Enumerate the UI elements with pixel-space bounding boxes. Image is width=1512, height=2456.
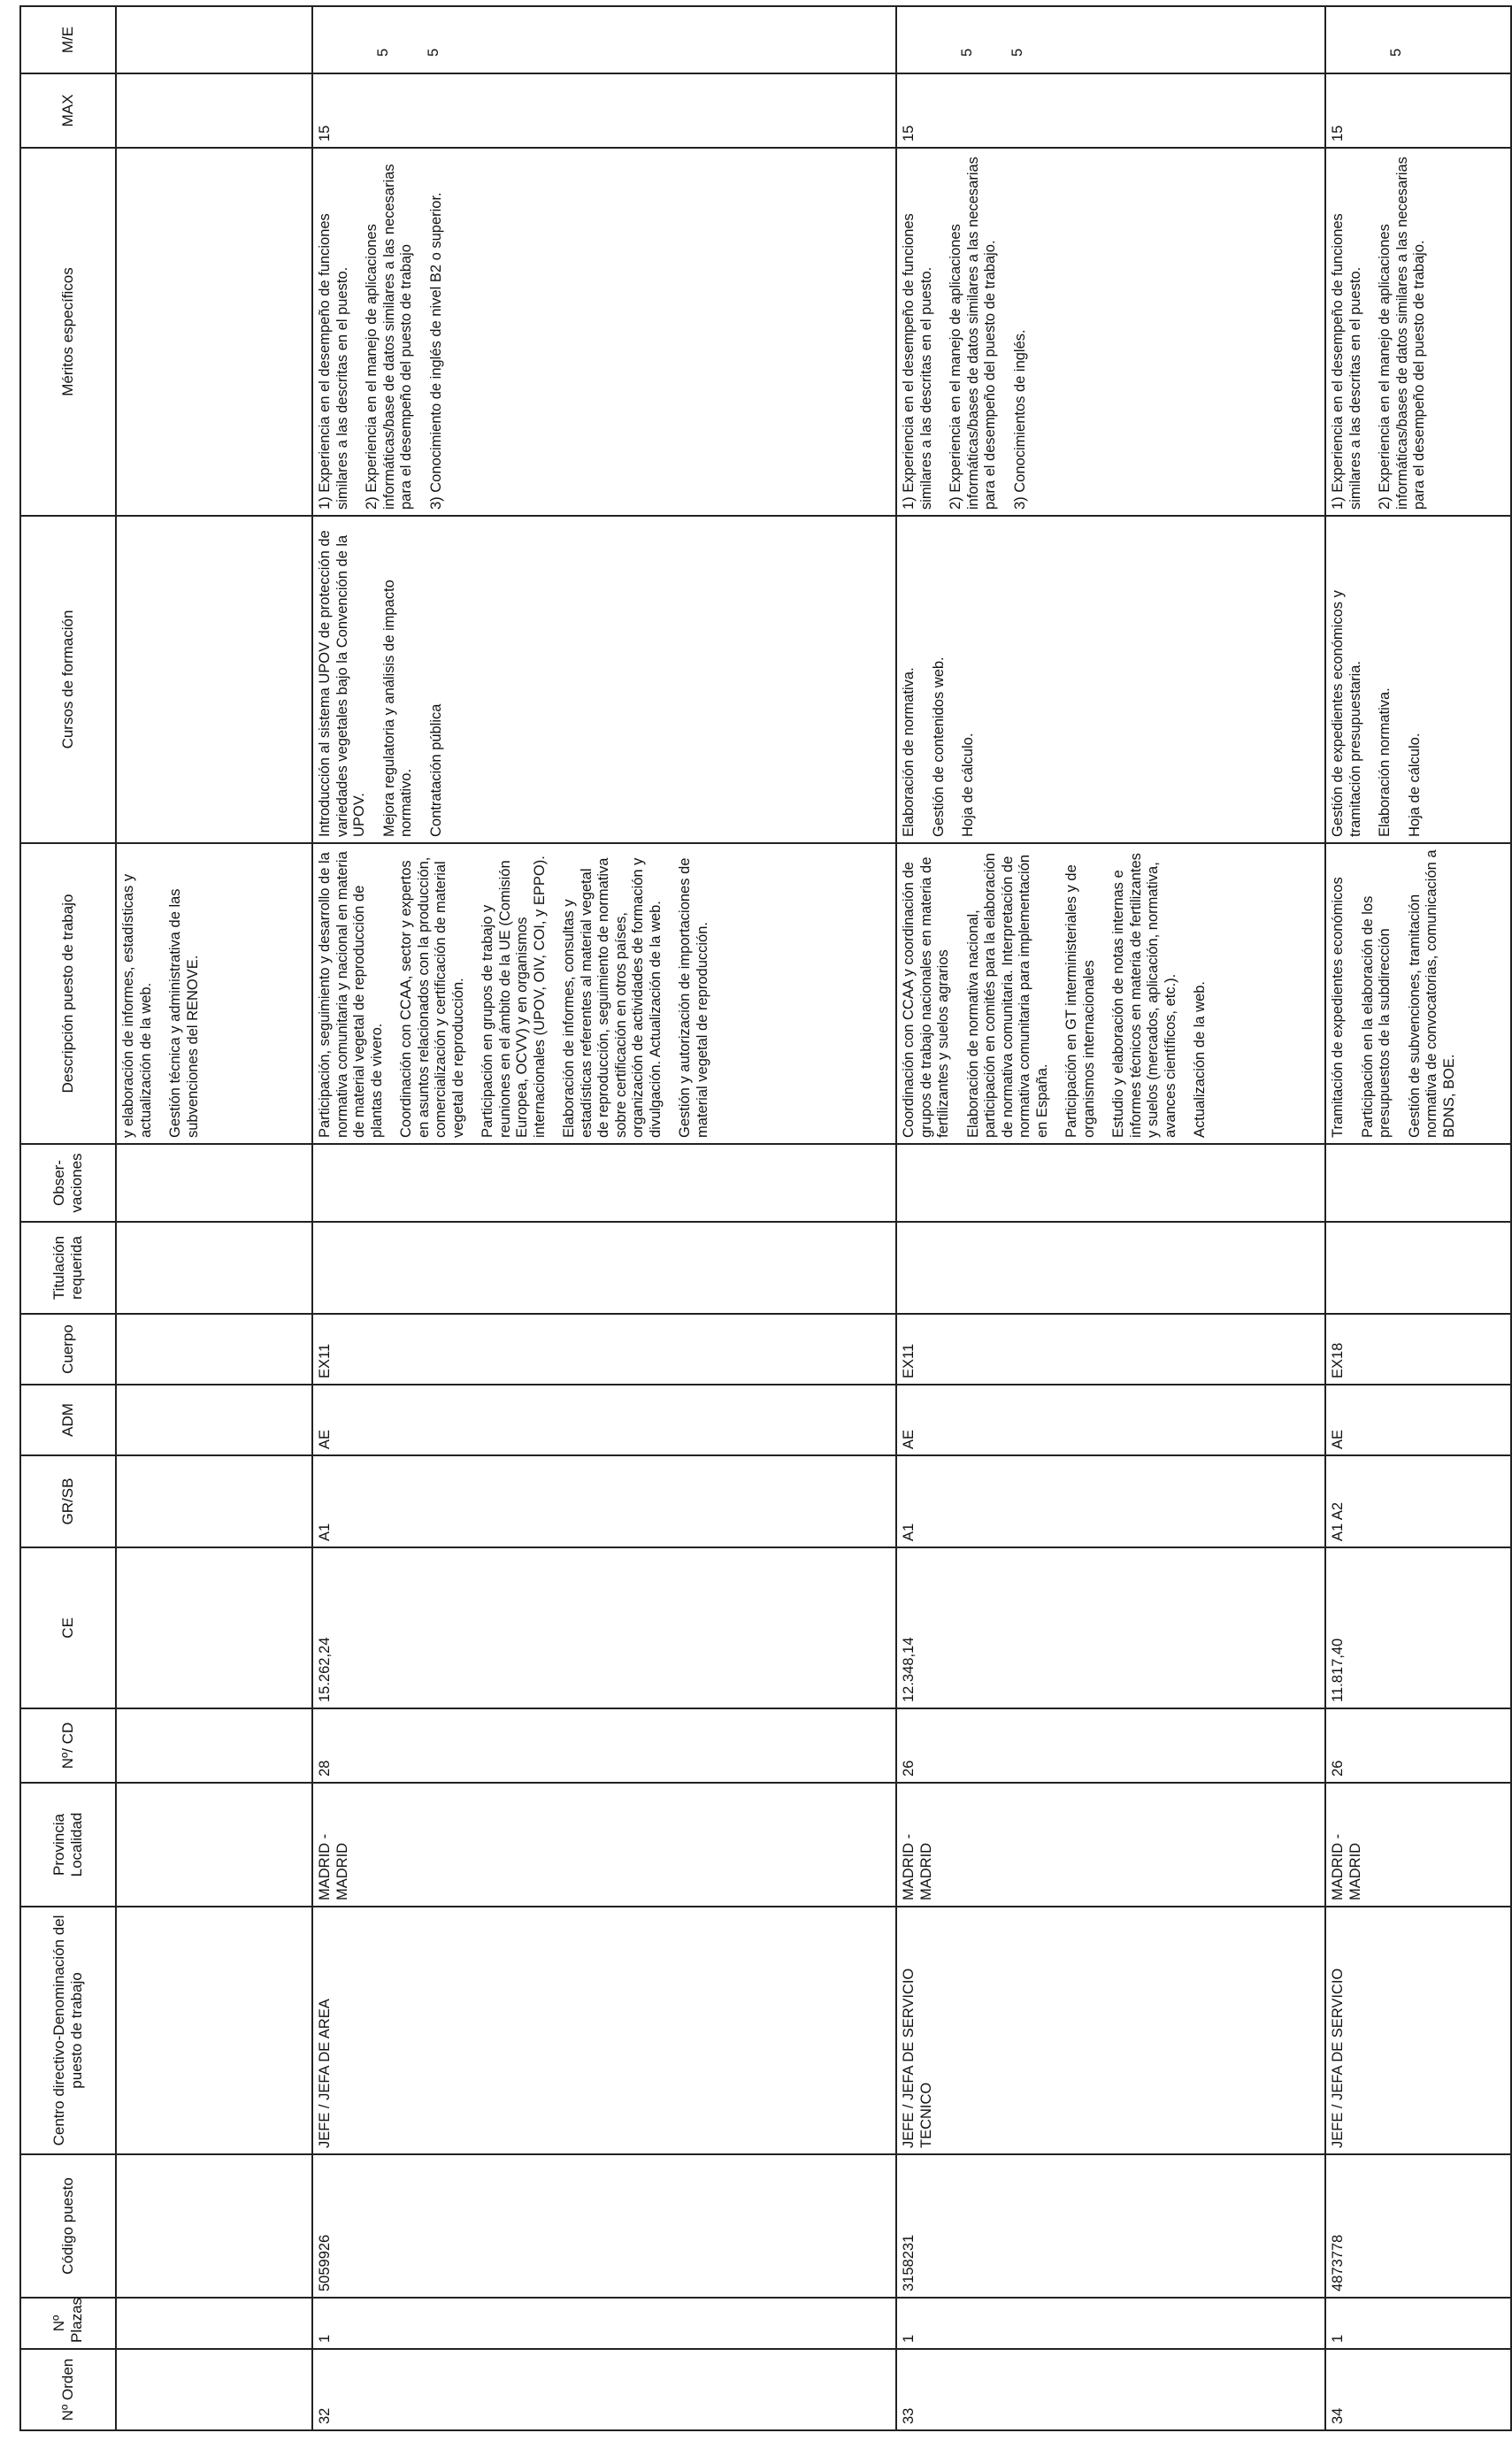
cell-me [312,6,896,73]
cell-nivel: 26 [1325,1708,1511,1783]
meritos-paragraph: 1) Experiencia en el desempeño de funciones similares a las descritas en el puesto. [1330,213,1363,510]
cell-cursos [312,516,896,843]
cell-me [116,6,312,73]
max-score: 15 [317,125,333,142]
cursos-paragraph: Hoja de cálculo. [1406,733,1423,837]
max-score: 15 [1330,125,1346,142]
cell-nivel: 28 [312,1708,896,1783]
header-nivel: Nº/ CD [20,1708,116,1783]
cell-codigo [116,2154,312,2298]
descripcion-paragraph: Participación, seguimiento y desarrollo de la normativa comunitaria y nacional en materia de material vegetal de reproducción de plantas de vivero. [317,851,385,1138]
cell-centro: JEFE / JEFA DE SERVICIO [1325,1907,1511,2154]
header-row [20,6,116,2430]
cell-cuerpo: EX11 [896,1314,1325,1385]
meritos-paragraph: 3) Conocimientos de inglés. [1011,329,1028,510]
cell-grupo: A1 A2 [1325,1455,1511,1547]
table-body [116,6,1511,2430]
descripcion-paragraph: Participación en la elaboración de los presupuestos de la subdirección [1359,895,1393,1138]
header-meritos: Méritos específicos [20,148,116,516]
cell-titulacion [312,1222,896,1314]
header-max: MAX [20,73,116,148]
header-me: M/E [20,6,116,73]
cell-orden [116,2349,312,2430]
header-centro: Centro directivo-Denominación del puesto de trabajo [20,1907,116,2154]
cell-meritos [312,148,896,516]
job-positions-table [19,5,1512,2431]
cell-max [312,48,896,148]
cell-cuerpo: EX11 [312,1314,896,1385]
meritos-paragraph: 3) Conocimiento de inglés de nivel B2 o superior. [427,192,444,510]
cell-plazas: 1 [896,2298,1325,2349]
cursos-paragraph: Mejora regulatoria y análisis de impacto normativo. [380,579,414,837]
cell-nivel [116,1708,312,1783]
cell-meritos [1325,148,1511,516]
meritos-paragraph: 2) Experiencia en el manejo de aplicaciones informáticas/bases de datos similares a las necesarias para el desempeño del puesto de trabajo. [948,157,998,510]
cell-adm: AE [1325,1385,1511,1455]
cell-centro [116,1907,312,2154]
cell-ce: 15.262,24 [312,1547,896,1708]
cell-orden: 33 [896,2349,1325,2430]
header-titulacion: Titulación requerida [20,1222,116,1314]
cell-grupo [116,1455,312,1547]
cell-codigo: 3158231 [896,2154,1325,2298]
descripcion-paragraph: Participación en grupos de trabajo y reuniones en el ámbito de la UE (Comisión Europea, OCVV) y en organismos internacionales (UPOV, OIV, COI, y EPPO). [480,856,548,1138]
cell-provincia: MADRID - MADRID [312,1783,896,1907]
cell-provincia: MADRID - MADRID [1325,1783,1511,1907]
cell-orden: 32 [312,2349,896,2430]
cell-ce: 12.348,14 [896,1547,1325,1708]
cell-ce: 11.817,40 [1325,1547,1511,1708]
header-plazas: Nº Plazas [20,2298,116,2349]
cursos-paragraph: Hoja de cálculo. [960,733,976,837]
cell-descripcion [1325,843,1511,1144]
descripcion-paragraph: Elaboración de normativa nacional, participación en comités para la elaboración de normativa comunitaria. Interpretación de normativa comunitaria para implementación en España. [964,853,1050,1138]
cursos-paragraph: Gestión de expedientes económicos y tramitación presupuestaria. [1330,590,1363,837]
max-score: 5 [1009,48,1025,57]
cell-titulacion [1325,1222,1511,1314]
cell-centro: JEFE / JEFA DE AREA [312,1907,896,2154]
descripcion-paragraph: Elaboración de informes, consultas y estadísticas referentes al material vegetal de reproducción, seguimiento de normativa sobre certificación en otros países, organización de actividades de formación y divulgación. Actualización de la web. [561,857,664,1138]
cell-codigo: 4873778 [1325,2154,1511,2298]
cell-me [896,6,1325,73]
cell-grupo: A1 [312,1455,896,1547]
cell-titulacion [896,1222,1325,1314]
header-cuerpo: Cuerpo [20,1314,116,1385]
header-descripcion: Descripción puesto de trabajo [20,843,116,1144]
meritos-paragraph: 2) Experiencia en el manejo de aplicaciones informáticas/base de datos similares a las necesarias para el desempeño del puesto de trabajo [364,164,414,510]
cell-me [1325,6,1511,73]
meritos-paragraph: 1) Experiencia en el desempeño de funciones similares a las descritas en el puesto. [901,213,934,510]
cell-descripcion [312,843,896,1144]
cell-observaciones [896,1144,1325,1222]
cell-max [116,73,312,148]
meritos-paragraph: 2) Experiencia en el manejo de aplicaciones informáticas/bases de datos similares a las necesarias para el desempeño del puesto de trabajo. [1377,157,1427,510]
cell-cursos [116,516,312,843]
cursos-paragraph: Introducción al sistema UPOV de protección de variedades vegetales bajo la Convención de la UPOV. [317,530,367,837]
cell-orden: 34 [1325,2349,1511,2430]
cell-cursos [1325,516,1511,843]
max-score: 15 [901,125,917,142]
table-row [1325,6,1511,2430]
cell-observaciones [1325,1144,1511,1222]
cell-adm [116,1385,312,1455]
cell-cuerpo [116,1314,312,1385]
cell-ce [116,1547,312,1708]
descripcion-paragraph: y elaboración de informes, estadísticas y actualización de la web. [120,873,154,1138]
cursos-paragraph: Elaboración normativa. [1377,687,1393,837]
cell-grupo: A1 [896,1455,1325,1547]
max-score: 5 [1387,48,1404,57]
descripcion-paragraph: Participación en GT interministeriales y de organismos internacionales [1063,864,1097,1138]
descripcion-paragraph: Tramitación de expedientes económicos [1330,877,1346,1138]
cell-provincia [116,1783,312,1907]
descripcion-paragraph: Actualización de la web. [1192,980,1208,1138]
max-score: 5 [958,48,975,57]
cell-descripcion [116,843,312,1144]
cell-adm: AE [312,1385,896,1455]
descripcion-paragraph: Gestión de subvenciones, tramitación normativa de convocatorias, comunicación a BDNS, BOE. [1406,849,1457,1138]
cell-observaciones [312,1144,896,1222]
descripcion-paragraph: Coordinación con CCAA y coordinación de grupos de trabajo nacionales en materia de fertilizantes y suelos agrarios [901,856,951,1138]
cell-codigo: 5059926 [312,2154,896,2298]
cell-max [1325,48,1511,148]
cell-nivel: 26 [896,1708,1325,1783]
max-score: 5 [374,48,391,57]
table-row [312,6,896,2430]
header-observaciones: Obser- vaciones [20,1144,116,1222]
cursos-paragraph: Gestión de contenidos web. [930,656,947,837]
cell-observaciones [116,1144,312,1222]
header-adm: ADM [20,1385,116,1455]
cell-plazas: 1 [312,2298,896,2349]
cell-max [896,48,1325,148]
header-codigo: Código puesto [20,2154,116,2298]
cell-plazas: 1 [1325,2298,1511,2349]
cell-meritos [896,148,1325,516]
descripcion-paragraph: Coordinación con CCAA, sector y expertos en asuntos relacionados con la producción, comercialización y certificación de material vegetal de reproducción. [398,856,466,1138]
header-grupo: GR/SB [20,1455,116,1547]
cell-titulacion [116,1222,312,1314]
cell-plazas [116,2298,312,2349]
cursos-paragraph: Elaboración de normativa. [901,667,917,837]
header-orden: Nº Orden [20,2349,116,2430]
cell-descripcion [896,843,1325,1144]
cell-provincia: MADRID - MADRID [896,1783,1325,1907]
header-cursos: Cursos de formación [20,516,116,843]
descripcion-paragraph: Gestión técnica y administrativa de las subvenciones del RENOVE. [167,888,201,1138]
cell-cursos [896,516,1325,843]
header-ce: CE [20,1547,116,1708]
cursos-paragraph: Contratación pública [427,703,444,837]
cell-meritos [116,148,312,516]
descripcion-paragraph: Estudio y elaboración de notas internas e informes técnicos en materia de fertilizantes y suelos (mercados, aplicación, normativa, avances científicos, etc.). [1110,853,1178,1138]
max-score: 5 [426,48,441,57]
meritos-paragraph: 1) Experiencia en el desempeño de funciones similares a las descritas en el puesto. [317,213,350,510]
table-row [116,6,312,2430]
table-row [896,6,1325,2430]
descripcion-paragraph: Gestión y autorización de importaciones de material vegetal de reproducción. [677,857,710,1138]
header-provincia: Provincia Localidad [20,1783,116,1907]
cell-centro: JEFE / JEFA DE SERVICIO TECNICO [896,1907,1325,2154]
cell-adm: AE [896,1385,1325,1455]
cell-cuerpo: EX18 [1325,1314,1511,1385]
